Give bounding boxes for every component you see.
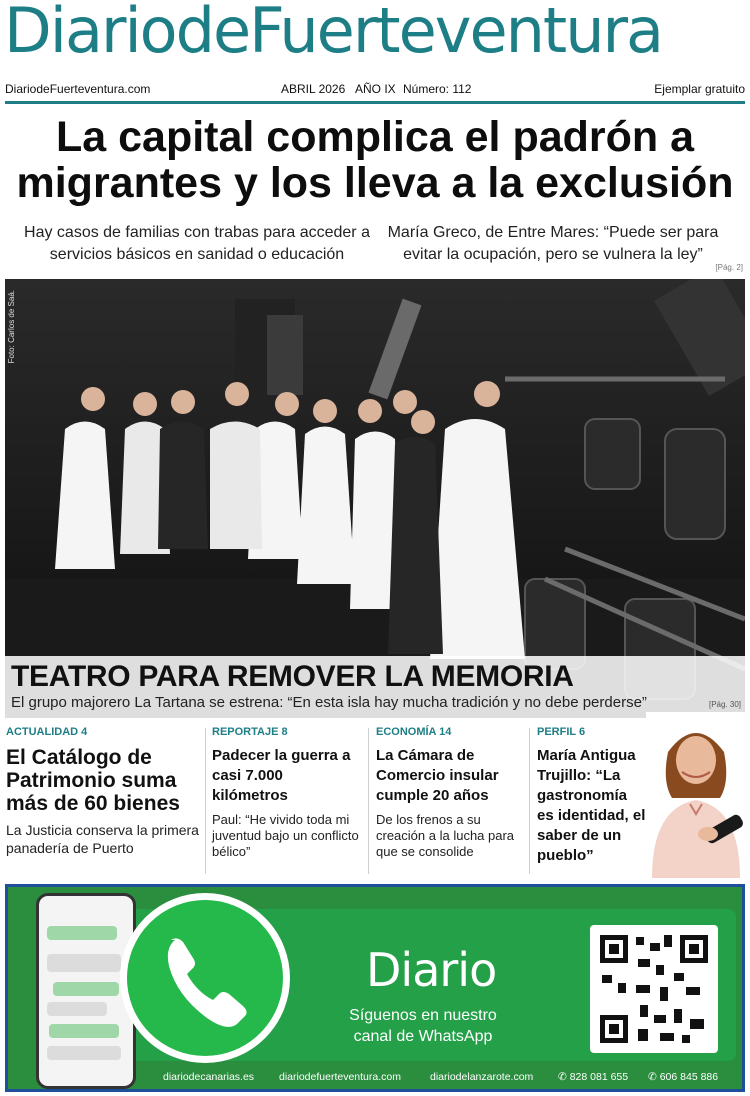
issue-info-bar: [5, 80, 745, 100]
qr-code[interactable]: [590, 925, 718, 1053]
whatsapp-icon: [120, 893, 290, 1063]
link-diariodecanarias[interactable]: diariodecanarias.es: [163, 1071, 255, 1083]
masthead-title: DiariodeFuerteventura: [4, 0, 662, 67]
lead-headline[interactable]: [5, 114, 745, 206]
brief-title: María Antigua Trujillo: “La gastronomía es identidad, el saber de un pueblo”: [537, 747, 646, 864]
qr-code-graphic: [590, 925, 718, 1053]
site-url[interactable]: DiariodeFuerteventura.com: [5, 82, 151, 96]
brief-actualidad[interactable]: [6, 726, 204, 876]
photo-caption[interactable]: [5, 656, 745, 718]
chat-mockup: [39, 896, 133, 1086]
lead-deck-right: María Greco, de Entre Mares: “Puede ser para evitar la ocupación, pero se vulnera la ley”: [387, 224, 719, 263]
brief-perfil[interactable]: [537, 726, 647, 876]
lead-page-ref: [Pág. 2]: [715, 263, 743, 272]
whatsapp-ad-banner[interactable]: [5, 884, 745, 1092]
issue-price: Ejemplar gratuito: [654, 82, 745, 96]
lead-headline-line-2: migrantes y los lleva a la exclusión: [16, 159, 734, 207]
profile-portrait: [646, 712, 746, 878]
photo-kicker: TEATRO PARA REMOVER LA MEMORIA: [11, 660, 574, 693]
link-diariodefuerteventura[interactable]: diariodefuerteventura.com: [279, 1071, 401, 1083]
theatre-group-photo[interactable]: [5, 279, 745, 718]
photo-subtitle: El grupo majorero La Tartana se estrena: “En esta isla hay mucha tradición y no debe perderse”: [11, 694, 647, 711]
column-divider: [529, 728, 530, 874]
brief-title: El Catálogo de Patrimonio suma más de 60 bienes: [6, 746, 180, 815]
phone-number-2-text: 606 845 886: [659, 1071, 719, 1083]
brief-title: La Cámara de Comercio insular cumple 20 años: [376, 747, 499, 804]
masthead-divider: [5, 101, 745, 104]
column-divider: [368, 728, 369, 874]
issue-number: Número: 112: [403, 82, 472, 96]
brief-section: ACTUALIDAD 4: [6, 726, 88, 738]
brief-summary: Paul: “He vivido toda mi juventud bajo un conflicto bélico”: [212, 812, 359, 859]
lead-deck-left: Hay casos de familias con trabas para acceder a servicios básicos en sanidad o educación: [24, 224, 370, 263]
brief-economia[interactable]: [376, 726, 524, 876]
lead-headline-line-1: La capital complica el padrón a: [55, 113, 695, 161]
phone-number-1[interactable]: ✆ 828 081 655: [558, 1071, 629, 1083]
phone-number-2[interactable]: ✆ 606 845 886: [648, 1071, 719, 1083]
brief-section: PERFIL 6: [537, 726, 586, 738]
brief-section: REPORTAJE 8: [212, 726, 288, 738]
photo-page-ref: [Pág. 30]: [708, 700, 741, 709]
portrait-illustration: [646, 712, 746, 878]
photo-credit: Foto: Carlos de Saá.: [7, 290, 16, 364]
issue-date: ABRIL 2026: [281, 82, 346, 96]
phone-number-1-text: 828 081 655: [569, 1071, 629, 1083]
masthead-logo[interactable]: [4, 0, 746, 76]
ad-brand: Diario: [366, 943, 497, 997]
phone-handset-icon: [127, 900, 283, 1056]
brief-title: Padecer la guerra a casi 7.000 kilómetros: [212, 747, 351, 804]
issue-year: AÑO IX: [355, 82, 396, 96]
stage-illustration: [5, 279, 745, 718]
brief-section: ECONOMÍA 14: [376, 726, 452, 738]
brief-reportaje[interactable]: [212, 726, 362, 876]
column-divider: [205, 728, 206, 874]
brief-summary: De los frenos a su creación a la lucha para que se consolide: [376, 812, 515, 859]
brief-summary: La Justicia conserva la primera panadería de Puerto: [6, 822, 199, 856]
ad-tagline: Síguenos en nuestro canal de WhatsApp: [349, 1007, 497, 1045]
link-diariodelanzarote[interactable]: diariodelanzarote.com: [430, 1071, 534, 1083]
